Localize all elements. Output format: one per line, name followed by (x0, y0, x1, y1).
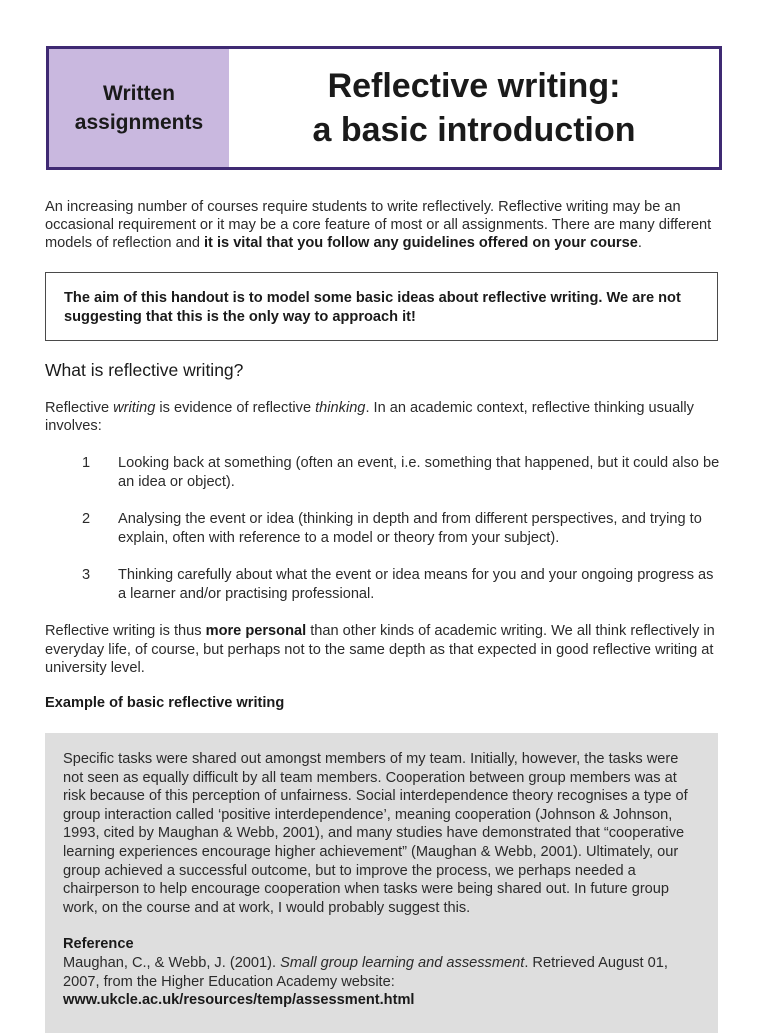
reference-citation (63, 954, 700, 991)
intro-end: . (637, 235, 642, 251)
personal-paragraph (45, 622, 725, 678)
definition-part-1: Reflective (45, 400, 114, 416)
list-number: 2 (82, 511, 91, 527)
list-text: Thinking carefully about what the event or idea means for you and your ongoing progress as a learner and/or practising professional. (118, 567, 714, 602)
definition-paragraph (45, 399, 725, 435)
list-text: Analysing the event or idea (thinking in depth and from different perspectives, and trying to explain, often with reference to a model or theory from your subject). (118, 511, 702, 546)
page-title (229, 49, 719, 167)
reference-italic-title: Small group learning and assessment (280, 954, 525, 971)
list-item (45, 566, 725, 604)
reference-heading: Reference (63, 936, 134, 953)
aim-text: The aim of this handout is to model some basic ideas about reflective writing. We are not suggesting that this is the only way to approach it! (64, 290, 681, 325)
category-line-1: Written (103, 82, 175, 105)
reference-part-2: . Retrieved August 01, 2007, from the Higher Education Academy website: (63, 954, 668, 990)
list-text: Looking back at something (often an event, i.e. something that happened, but it could also be an idea or object). (118, 455, 720, 490)
example-text: Specific tasks were shared out amongst members of my team. Initially, however, the tasks were not seen as equally difficult by all team members. Cooperation between group members was at risk because of this perception of unfairness. Social interdependence theory recognises a type of group interaction called ‘positive interdependence’, meaning cooperation (Johnson & Johnson, 1993, cited by Maughan & Webb, 2001), and many studies have demonstrated that “cooperative learning experiences encourage higher achievement” (Maughan & Webb, 2001). Ultimately, our group achieved a successful outcome, but to improve the process, we perhaps needed a chairperson to help encourage cooperation when tasks were being shared out. In future group work, on the course and at work, I would probably suggest this. (63, 751, 688, 916)
definition-part-3: . In an academic context, reflective thinking usually involves: (45, 400, 694, 434)
list-number: 1 (82, 455, 91, 471)
intro-bold-text: it is vital that you follow any guidelines offered on your course (204, 235, 638, 251)
list-item (45, 454, 725, 492)
definition-italic-1: writing (113, 400, 156, 416)
title-line-1: Reflective writing: (327, 67, 621, 105)
definition-italic-2: thinking (315, 400, 366, 416)
personal-part-2: than other kinds of academic writing. We all think reflectively in everyday life, of course, but perhaps not to the same depth as that expected in good reflective writing at university level. (45, 623, 715, 676)
definition-part-2: is evidence of reflective (155, 400, 316, 416)
personal-part-1: Reflective writing is thus (45, 623, 206, 639)
list-item (45, 510, 725, 548)
reference-part-1: Maughan, C., & Webb, J. (2001). (63, 954, 281, 971)
title-line-2: a basic introduction (312, 111, 636, 149)
title-banner (46, 46, 722, 170)
aim-callout-box (45, 272, 718, 341)
example-heading: Example of basic reflective writing (45, 695, 285, 711)
category-line-2: assignments (74, 111, 204, 134)
list-number: 3 (82, 567, 91, 583)
intro-text: An increasing number of courses require students to write reflectively. Reflective writing may be an occasional requirement or it may be a core feature of most or all assignments. There are many different models of reflection and (45, 199, 712, 251)
category-label (49, 49, 229, 167)
intro-paragraph (45, 198, 725, 252)
reference-url: www.ukcle.ac.uk/resources/temp/assessment.html (63, 992, 415, 1009)
personal-bold: more personal (205, 623, 307, 639)
example-box (45, 733, 718, 1033)
section-heading: What is reflective writing? (45, 360, 244, 380)
